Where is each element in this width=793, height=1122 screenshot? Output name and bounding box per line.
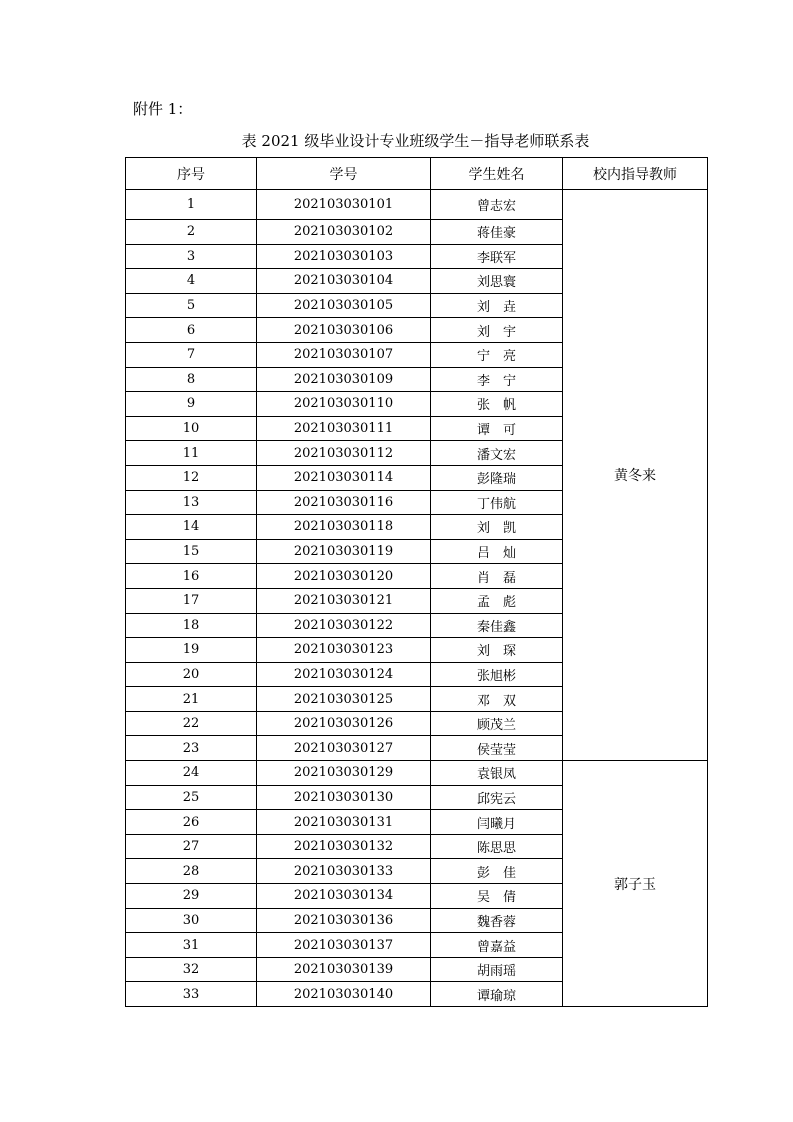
cell-student-name: 邓 双 xyxy=(431,687,563,712)
cell-student-id: 202103030129 xyxy=(257,761,431,786)
cell-seq: 33 xyxy=(126,982,257,1007)
cell-student-name: 吕 灿 xyxy=(431,539,563,564)
cell-student-id: 202103030111 xyxy=(257,416,431,441)
cell-student-name: 蒋佳豪 xyxy=(431,220,563,245)
table-caption: 表 2021 级毕业设计专业班级学生－指导老师联系表 xyxy=(241,132,590,150)
cell-seq: 3 xyxy=(126,244,257,269)
cell-student-id: 202103030126 xyxy=(257,711,431,736)
cell-student-name: 彭 佳 xyxy=(431,859,563,884)
cell-student-name: 曾志宏 xyxy=(431,190,563,220)
cell-seq: 10 xyxy=(126,416,257,441)
cell-student-id: 202103030110 xyxy=(257,392,431,417)
cell-seq: 7 xyxy=(126,342,257,367)
cell-student-id: 202103030136 xyxy=(257,908,431,933)
cell-student-name: 丁伟航 xyxy=(431,490,563,515)
cell-student-name: 肖 磊 xyxy=(431,564,563,589)
cell-student-id: 202103030107 xyxy=(257,342,431,367)
cell-student-id: 202103030112 xyxy=(257,441,431,466)
header-student-id: 学号 xyxy=(257,158,431,190)
cell-seq: 24 xyxy=(126,761,257,786)
cell-seq: 16 xyxy=(126,564,257,589)
header-seq: 序号 xyxy=(126,158,257,190)
cell-seq: 2 xyxy=(126,220,257,245)
cell-student-name: 李联军 xyxy=(431,244,563,269)
cell-student-name: 刘 凯 xyxy=(431,515,563,540)
cell-seq: 27 xyxy=(126,834,257,859)
cell-student-name: 刘 琛 xyxy=(431,638,563,663)
cell-seq: 15 xyxy=(126,539,257,564)
cell-seq: 13 xyxy=(126,490,257,515)
cell-seq: 18 xyxy=(126,613,257,638)
cell-student-name: 邱宪云 xyxy=(431,785,563,810)
cell-student-id: 202103030123 xyxy=(257,638,431,663)
cell-student-id: 202103030122 xyxy=(257,613,431,638)
cell-seq: 26 xyxy=(126,810,257,835)
cell-student-name: 陈思思 xyxy=(431,834,563,859)
cell-student-id: 202103030103 xyxy=(257,244,431,269)
cell-student-id: 202103030106 xyxy=(257,318,431,343)
cell-student-name: 张旭彬 xyxy=(431,662,563,687)
cell-student-name: 谭瑜琼 xyxy=(431,982,563,1007)
cell-student-name: 刘 宇 xyxy=(431,318,563,343)
cell-seq: 30 xyxy=(126,908,257,933)
cell-seq: 8 xyxy=(126,367,257,392)
cell-seq: 25 xyxy=(126,785,257,810)
cell-student-name: 李 宁 xyxy=(431,367,563,392)
cell-seq: 21 xyxy=(126,687,257,712)
cell-teacher: 郭子玉 xyxy=(563,761,708,1007)
cell-student-id: 202103030137 xyxy=(257,933,431,958)
cell-seq: 1 xyxy=(126,190,257,220)
cell-student-id: 202103030132 xyxy=(257,834,431,859)
cell-student-id: 202103030104 xyxy=(257,269,431,294)
cell-student-id: 202103030131 xyxy=(257,810,431,835)
cell-student-name: 吴 倩 xyxy=(431,884,563,909)
cell-seq: 5 xyxy=(126,293,257,318)
cell-seq: 6 xyxy=(126,318,257,343)
cell-student-name: 胡雨瑶 xyxy=(431,957,563,982)
cell-student-id: 202103030121 xyxy=(257,588,431,613)
cell-student-id: 202103030118 xyxy=(257,515,431,540)
cell-student-id: 202103030125 xyxy=(257,687,431,712)
cell-student-name: 孟 彪 xyxy=(431,588,563,613)
cell-student-name: 闫曦月 xyxy=(431,810,563,835)
cell-seq: 19 xyxy=(126,638,257,663)
cell-student-name: 袁银凤 xyxy=(431,761,563,786)
cell-seq: 9 xyxy=(126,392,257,417)
cell-student-id: 202103030105 xyxy=(257,293,431,318)
cell-seq: 32 xyxy=(126,957,257,982)
cell-student-id: 202103030101 xyxy=(257,190,431,220)
cell-teacher: 黄冬来 xyxy=(563,190,708,761)
cell-student-name: 潘文宏 xyxy=(431,441,563,466)
cell-student-id: 202103030127 xyxy=(257,736,431,761)
cell-seq: 14 xyxy=(126,515,257,540)
cell-seq: 4 xyxy=(126,269,257,294)
cell-seq: 22 xyxy=(126,711,257,736)
cell-student-name: 曾嘉益 xyxy=(431,933,563,958)
table-row xyxy=(126,761,708,786)
cell-student-id: 202103030133 xyxy=(257,859,431,884)
cell-student-name: 宁 亮 xyxy=(431,342,563,367)
cell-student-name: 刘 垚 xyxy=(431,293,563,318)
cell-seq: 29 xyxy=(126,884,257,909)
cell-student-name: 刘思寰 xyxy=(431,269,563,294)
table-header-row xyxy=(126,158,708,190)
cell-student-id: 202103030120 xyxy=(257,564,431,589)
cell-student-id: 202103030139 xyxy=(257,957,431,982)
student-teacher-table xyxy=(125,157,708,1007)
attachment-label: 附件 1： xyxy=(133,100,193,118)
header-teacher: 校内指导教师 xyxy=(563,158,708,190)
cell-student-name: 秦佳鑫 xyxy=(431,613,563,638)
cell-seq: 20 xyxy=(126,662,257,687)
header-student-name: 学生姓名 xyxy=(431,158,563,190)
cell-student-id: 202103030130 xyxy=(257,785,431,810)
cell-student-name: 顾茂兰 xyxy=(431,711,563,736)
cell-student-id: 202103030102 xyxy=(257,220,431,245)
cell-seq: 17 xyxy=(126,588,257,613)
cell-student-name: 谭 可 xyxy=(431,416,563,441)
cell-student-id: 202103030116 xyxy=(257,490,431,515)
cell-student-name: 张 帆 xyxy=(431,392,563,417)
cell-student-name: 彭隆瑞 xyxy=(431,465,563,490)
cell-student-id: 202103030140 xyxy=(257,982,431,1007)
cell-seq: 12 xyxy=(126,465,257,490)
cell-student-id: 202103030124 xyxy=(257,662,431,687)
cell-seq: 31 xyxy=(126,933,257,958)
cell-student-name: 侯莹莹 xyxy=(431,736,563,761)
cell-student-id: 202103030134 xyxy=(257,884,431,909)
cell-seq: 28 xyxy=(126,859,257,884)
table-row xyxy=(126,190,708,220)
cell-student-id: 202103030114 xyxy=(257,465,431,490)
table-body xyxy=(126,190,708,1007)
cell-student-id: 202103030119 xyxy=(257,539,431,564)
cell-seq: 23 xyxy=(126,736,257,761)
cell-student-id: 202103030109 xyxy=(257,367,431,392)
cell-student-name: 魏香蓉 xyxy=(431,908,563,933)
cell-seq: 11 xyxy=(126,441,257,466)
